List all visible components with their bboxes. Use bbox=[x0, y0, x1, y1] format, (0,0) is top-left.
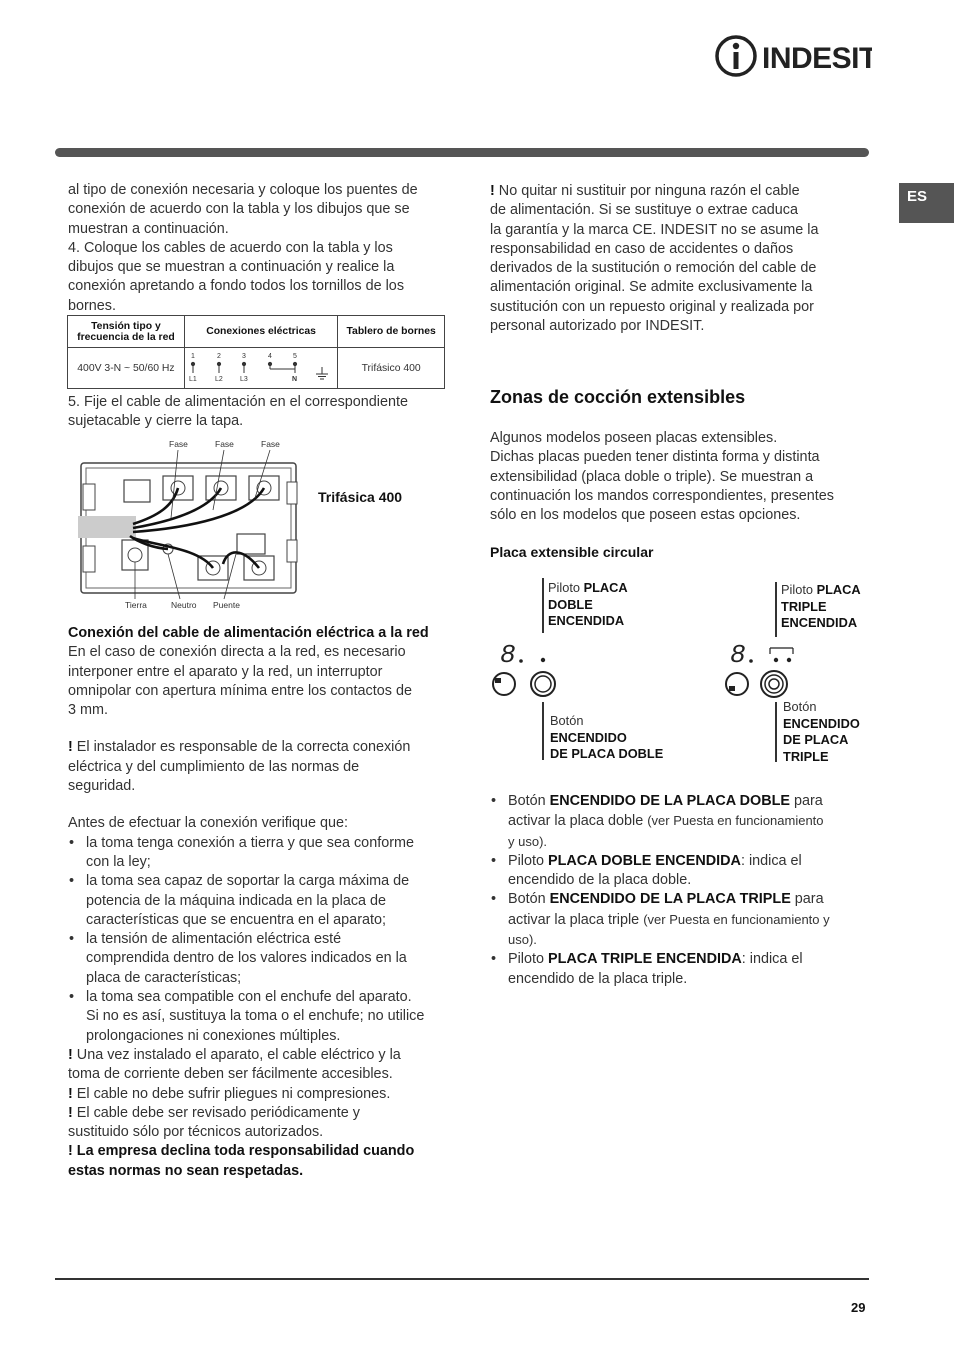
step4-line: bornes. bbox=[68, 297, 116, 314]
installer-line: ! El instalador es responsable de la correcta conexión bbox=[68, 739, 411, 756]
final-warning-line: ! La empresa declina toda responsabilidad cuando bbox=[68, 1143, 415, 1160]
intro-line: conexión de acuerdo con la tabla y los dibujos que se bbox=[68, 201, 410, 218]
step4-line: dibujos que se muestran a continuación y realice la bbox=[68, 259, 395, 276]
step5-line: 5. Fije el cable de alimentación en el correspondiente bbox=[68, 394, 408, 410]
terminal-label: L3 bbox=[240, 376, 248, 383]
cable-warning-line: ! No quitar ni sustituir por ninguna razón el cable bbox=[490, 183, 800, 199]
installer-line: eléctrica y del cumplimiento de las normas de bbox=[68, 758, 360, 775]
connection-section bbox=[68, 624, 448, 1181]
terminal-board-diagram bbox=[78, 436, 308, 612]
installer-line: seguridad. bbox=[68, 778, 136, 795]
phase-label: Fase bbox=[215, 439, 234, 449]
warning-line: ! El cable debe ser revisado periódicamente y bbox=[68, 1104, 360, 1121]
cable-warning-line: alimentación original. Se admite exclusivamente la bbox=[490, 279, 813, 296]
warning-line: ! El cable no debe sufrir pliegues ni compresiones. bbox=[68, 1085, 391, 1102]
section-line: Dichas placas pueden tener distinta forma y distinta bbox=[490, 449, 820, 466]
terminal-number: 5 bbox=[293, 353, 297, 360]
warning-line: ! Una vez instalado el aparato, el cable eléctrico y la bbox=[68, 1046, 401, 1063]
cable-warning-line: de alimentación. Si se sustituye o extrae caduca bbox=[490, 202, 798, 219]
verify-intro: Antes de efectuar la conexión verifique que: bbox=[68, 815, 348, 832]
section-line: extensibilidad (placa doble o triple). Se muestran a bbox=[490, 468, 814, 485]
cable-warning bbox=[490, 182, 870, 336]
neutral-label: Neutro bbox=[171, 600, 197, 610]
intro-line: muestran a continuación. bbox=[68, 220, 229, 237]
page-number: 29 bbox=[851, 1300, 866, 1315]
cable-warning-line: responsabilidad en caso de accidentes o daños bbox=[490, 240, 794, 257]
bridge-label: Puente bbox=[213, 600, 240, 610]
section-line: Algunos modelos poseen placas extensibles. bbox=[490, 430, 778, 446]
terminal-diagram bbox=[186, 348, 336, 385]
cable-warning-line: derivados de la sustitución o remoción del cable de bbox=[490, 260, 817, 277]
table-header: Tablero de bornes bbox=[338, 316, 445, 348]
button-leader-line bbox=[542, 702, 544, 760]
terminal-number: 4 bbox=[268, 353, 272, 360]
language-tab: ES bbox=[899, 183, 954, 223]
intro-line: al tipo de conexión necesaria y coloque los puentes de bbox=[68, 182, 418, 198]
pilot-leader-line bbox=[775, 582, 777, 637]
connection-table bbox=[67, 315, 445, 389]
double-pilot-label: Piloto PLACA DOBLE ENCENDIDA bbox=[548, 580, 628, 628]
earth-label: Tierra bbox=[125, 600, 147, 610]
intro-paragraph bbox=[68, 181, 448, 316]
table-header: Conexiones eléctricas bbox=[184, 316, 337, 348]
terminal-number: 1 bbox=[191, 353, 195, 360]
step5-paragraph bbox=[68, 393, 448, 432]
list-item: • la toma sea compatible con el enchufe del aparato. Si no es así, sustituya la toma o el enchufe; no utilice prolongaciones ni conexiones múltiples. bbox=[68, 988, 448, 1046]
verify-list bbox=[68, 834, 448, 1046]
phase-label: Fase bbox=[261, 439, 280, 449]
table-cell-terminal: Trifásico 400 bbox=[338, 348, 445, 389]
digit-display: 8 bbox=[730, 640, 746, 670]
connection-title: Conexión del cable de alimentación eléctrica a la red bbox=[68, 625, 429, 641]
cable-warning-line: sustitución con un repuesto original y realizada por bbox=[490, 298, 814, 315]
pilot-leader-line bbox=[542, 578, 544, 633]
brand-text: INDESIT bbox=[762, 42, 872, 75]
section-body bbox=[490, 429, 870, 525]
step4-line: 4. Coloque los cables de acuerdo con la tabla y los bbox=[68, 239, 393, 256]
list-item: • la toma sea capaz de soportar la carga máxima de potencia de la máquina indicada en la placa de características que se encuentra en el aparato; bbox=[68, 872, 448, 930]
double-zone-panel bbox=[490, 578, 730, 768]
terminal-number: 2 bbox=[217, 353, 221, 360]
digit-display: 8 bbox=[500, 640, 516, 670]
list-item: • la toma tenga conexión a tierra y que sea conforme con la ley; bbox=[68, 834, 448, 873]
subtitle: Placa extensible circular bbox=[490, 544, 654, 560]
diagram-caption: Trifásica 400 bbox=[318, 489, 403, 505]
warning-line: sustituido sólo por técnicos autorizados. bbox=[68, 1124, 324, 1141]
warning-line: toma de corriente deben ser fácilmente accesibles. bbox=[68, 1066, 393, 1083]
list-item: • la tensión de alimentación eléctrica esté comprendida dentro de los valores indicados en la placa de características; bbox=[68, 930, 448, 988]
cable-warning-line: personal autorizado por INDESIT. bbox=[490, 318, 705, 335]
terminal-label: L1 bbox=[189, 376, 197, 383]
list-item: • Piloto PLACA DOBLE ENCENDIDA: indica el encendido de la placa doble. bbox=[490, 852, 870, 891]
connection-line: interponer entre el aparato y la red, un interruptor bbox=[68, 663, 383, 680]
phase-label: Fase bbox=[169, 439, 188, 449]
terminal-number: 3 bbox=[242, 353, 246, 360]
list-item: • Botón ENCENDIDO DE LA PLACA DOBLE para activar la placa doble (ver Puesta en funcionamiento y uso). bbox=[490, 792, 870, 852]
double-button-label: Botón ENCENDIDO DE PLACA DOBLE bbox=[550, 713, 664, 761]
connection-line: omnipolar con apertura mínima entre los contactos de bbox=[68, 682, 412, 699]
table-cell-voltage: 400V 3-N ~ 50/60 Hz bbox=[68, 348, 185, 389]
bottom-divider bbox=[55, 1278, 869, 1280]
step5-line: sujetacable y cierre la tapa. bbox=[68, 413, 244, 430]
section-title: Zonas de cocción extensibles bbox=[490, 387, 746, 407]
terminal-connection-cell bbox=[184, 348, 337, 389]
section-line: continuación los mandos correspondientes, presentes bbox=[490, 487, 834, 504]
triple-pilot-label: Piloto PLACA TRIPLE ENCENDIDA bbox=[781, 582, 861, 630]
table-header: Tensión tipo y frecuencia de la red bbox=[68, 316, 185, 348]
connection-line: En el caso de conexión directa a la red, es necesario bbox=[68, 644, 406, 661]
button-leader-line bbox=[775, 702, 777, 762]
terminal-label: L2 bbox=[215, 376, 223, 383]
triple-button-label: Botón ENCENDIDO DE PLACA TRIPLE bbox=[783, 699, 860, 764]
controls-list bbox=[490, 792, 870, 989]
list-item: • Piloto PLACA TRIPLE ENCENDIDA: indica el encendido de la placa triple. bbox=[490, 950, 870, 989]
indesit-logo bbox=[714, 34, 872, 80]
connection-line: 3 mm. bbox=[68, 702, 108, 719]
terminal-label: N bbox=[292, 376, 298, 383]
final-warning-line: estas normas no sean respetadas. bbox=[68, 1162, 304, 1179]
triple-zone-panel bbox=[722, 578, 872, 768]
section-line: sólo en los modelos que poseen estas opciones. bbox=[490, 507, 801, 524]
top-divider bbox=[55, 148, 869, 157]
list-item: • Botón ENCENDIDO DE LA PLACA TRIPLE para activar la placa triple (ver Puesta en funcionamiento y uso). bbox=[490, 890, 870, 950]
step4-line: conexión apretando a fondo todos los tornillos de los bbox=[68, 278, 405, 295]
cable-warning-line: la garantía y la marca CE. INDESIT no se asume la bbox=[490, 221, 819, 238]
